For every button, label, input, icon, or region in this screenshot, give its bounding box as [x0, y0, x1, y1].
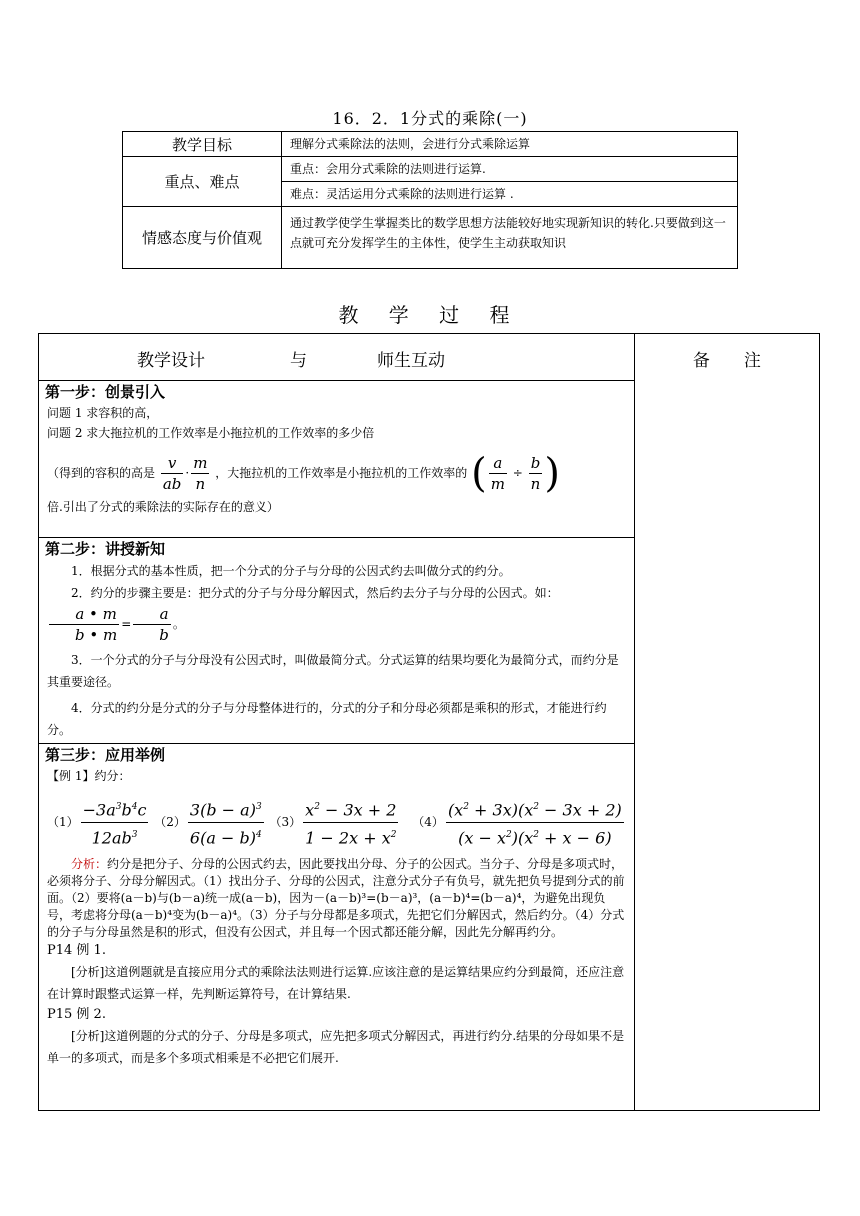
fraction-b-n: $\frac{b}{n}$: [530, 454, 541, 493]
step1-answer-post: 倍.引出了分式的乘除法的实际存在的意义）: [47, 500, 279, 514]
analysis-label: 分析：: [71, 857, 108, 871]
key-label: 重点、难点: [123, 157, 282, 207]
ex1-fraction-4: $\frac{(x^2 + 3x)(x^2 - 3x + 2)}{(x - x^2)(x^2 + x - 6)}$: [446, 795, 624, 851]
step1-answer-mid: ，大拖拉机的工作效率是小拖拉机的工作效率的: [215, 466, 468, 480]
fraction-a-m: $\frac{a}{m}$: [490, 454, 505, 493]
step2-p1: 1．根据分式的基本性质，把一个分式的分子与分母的公因式约去叫做分式的约分。: [71, 564, 511, 578]
step3-p15-text: [分析]这道例题的分式的分子、分母是多项式，应先把多项式分解因式，再进行约分.结果的分母如果不是单一的多项式，而是多个多项式相乘是不必把它们展开.: [47, 1029, 625, 1065]
step3-analysis: [47, 856, 626, 941]
header-design-b: 与: [290, 351, 307, 371]
emotion-label: 情感态度与价值观: [123, 207, 282, 269]
step2-title: 第二步：讲授新知: [45, 540, 166, 558]
step3-p15: P15 例 2.: [47, 1007, 106, 1022]
header-notes: [634, 334, 819, 1111]
step3-p14: P14 例 1.: [47, 943, 106, 958]
goal-label: 教学目标: [123, 132, 282, 157]
step1-title: 第一步：创景引入: [45, 383, 166, 401]
info-table: [122, 131, 738, 269]
emotion-text: 通过教学使学生掌握类比的数学思想方法能较好地实现新知识的转化.只要做到这一点就可充分发挥学生的主体性，使学生主动获取知识: [282, 207, 738, 269]
step3-p14-text: [分析]这道例题就是直接应用分式的乘除法法则进行运算.应该注意的是运算结果应约分到最简，还应注意在计算时跟整式运算一样，先判断运算符号，在计算结果.: [47, 965, 625, 1001]
goal-text: 理解分式乘除法的法则，会进行分式乘除运算: [282, 132, 738, 157]
process-table: [38, 333, 820, 1111]
header-design: [39, 334, 635, 381]
step2-p3: 3．一个分式的分子与分母没有公因式时，叫做最简分式。分式运算的结果均要化为最简分式，而约分是其重要途径。: [47, 653, 619, 689]
step2-p2: 2．约分的步骤主要是：把分式的分子与分母分解因式，然后约去分子与分母的公因式。如： $\frac{a • m}{b • m}$ = $\frac{a}{b}$ 。: [47, 582, 626, 645]
ex1-fraction-1: $\frac{-3a^3b^4c}{12ab^3}$: [81, 795, 149, 851]
step1-answer-pre: （得到的容积的高是: [47, 466, 156, 480]
key-text: 重点：会用分式乘除的法则进行运算.: [282, 157, 738, 182]
step3-title: 第三步：应用举例: [45, 746, 166, 764]
page-title: 16．2．1分式的乘除(一): [332, 109, 528, 128]
hard-text: 难点：灵活运用分式乘除的法则进行运算 .: [282, 182, 738, 207]
header-design-c: 师生互动: [377, 351, 445, 371]
fraction-a-b: $\frac{a}{b}$: [133, 604, 171, 645]
step1-answer: （得到的容积的高是 $\frac{v}{ab}$ · $\frac{m}{n}$ ，大拖拉机的工作效率是小拖拉机的工作效率的 ( $\frac{a}{m}$ ÷ $\frac{b}{n}$ ): [47, 450, 560, 497]
header-notes-label: 备 注: [692, 351, 761, 371]
header-design-a: 教学设计: [137, 351, 205, 371]
step2-p2-text: 2．约分的步骤主要是：把分式的分子与分母分解因式，然后约去分子与分母的公因式。如：: [71, 586, 559, 600]
step2-cell: [39, 538, 635, 744]
step1-cell: [39, 381, 635, 538]
process-title: 教 学 过 程: [338, 303, 522, 327]
example-fractions: （1） $\frac{-3a^3b^4c}{12ab^3}$ （2） $\frac{3(b - a)^3}{6(a - b)^4}$ （3） $\frac{x^2 - 3x + 2}{1 - 2x + x^2}$ （4） $\frac{(x^2 + 3x)(x^2 - 3x + 2)}{(x - x^2)(x^2 + x - 6)}$: [47, 794, 626, 850]
ex1-fraction-2: $\frac{3(b - a)^3}{6(a - b)^4}$: [188, 795, 264, 851]
step3-cell: [39, 744, 635, 1111]
step2-p4: 4．分式的约分是分式的分子与分母整体进行的，分式的分子和分母必须都是乘积的形式，才能进行约分。: [47, 701, 607, 737]
analysis-text: 约分是把分子、分母的公因式约去，因此要找出分母、分子的公因式。当分子、分母是多项式时，必须将分子、分母分解因式。（1）找出分子、分母的公因式，注意分式分子有负号，就先把负号提到分式的前面。（2）要将(a－b)与(b－a)统一成(a－b)，因为－(a－b)³=(b－a)³，(a－b)⁴=(b－a)⁴，为避免出现负号，考虑将分母(a－b)⁴变为(b－a)⁴。（3）分子与分母都是多项式，先把它们分解因式，然后约分。（4）分式的分子与分母虽然是积的形式，但没有公因式，并且每一个因式都还能分解，因此先分解再约分。: [47, 857, 625, 939]
step1-q2: 问题 2 求大拖拉机的工作效率是小拖拉机的工作效率的多少倍: [47, 426, 375, 440]
fraction-v-ab: $\frac{v}{ab}$: [162, 454, 182, 493]
step1-q1: 问题 1 求容积的高，: [47, 406, 159, 420]
step3-ex1: 【例 1】约分：: [47, 769, 131, 783]
ex1-fraction-3: $\frac{x^2 - 3x + 2}{1 - 2x + x^2}$: [303, 795, 398, 851]
fraction-m-n: $\frac{m}{n}$: [193, 454, 208, 493]
fraction-am-bm: $\frac{a • m}{b • m}$: [49, 604, 119, 645]
